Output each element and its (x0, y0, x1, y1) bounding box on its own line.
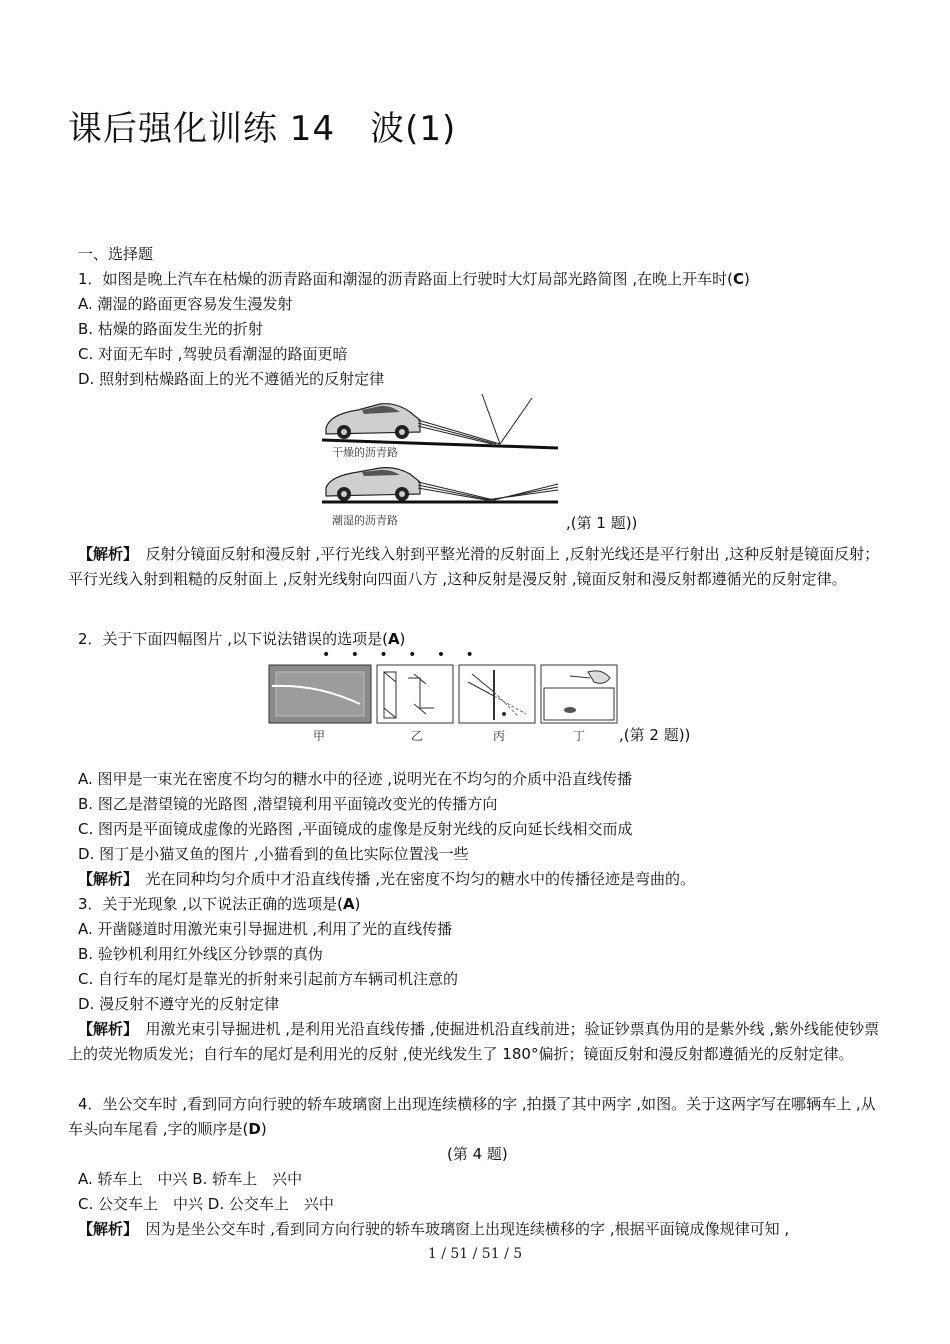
wet-road-rays (418, 482, 558, 500)
panel-ding-image (541, 665, 617, 723)
option-d: D. 图丁是小猫叉鱼的图片 ,小猫看到的鱼比实际位置浅一些 (78, 845, 469, 863)
stem-text: 2．关于下面四幅图片 ,以下说法错误的选项是( (78, 630, 388, 648)
stem-text: 3．关于光现象 ,以下说法正确的选项是( (78, 895, 343, 913)
question-1-stem (78, 267, 750, 292)
options-line-2: C. 公交车上 中兴 D. 公交车上 兴中 (78, 1195, 334, 1213)
figure-4-caption: (第 4 题) (447, 1145, 508, 1163)
question-3-stem (78, 892, 360, 917)
dry-road-rays (418, 394, 532, 444)
option-d: D. 照射到枯燥路面上的光不遵循光的反射定律 (78, 370, 385, 388)
analysis-tag: 【解析】 (78, 545, 131, 563)
figure-1-caption: ,(第 1 题)) (566, 514, 638, 532)
panel-label-yi: 乙 (411, 729, 424, 743)
answer: C (732, 270, 744, 288)
answer: D (248, 1120, 261, 1138)
page-title: 课后强化训练 14 波(1) (68, 109, 457, 149)
panel-label-ding: 丁 (573, 729, 586, 743)
option-a: A. 潮湿的路面更容易发生漫发射 (78, 295, 293, 313)
paren: ) (743, 270, 750, 288)
panel-bing-image (459, 665, 535, 723)
car-icon (326, 468, 420, 501)
panel-jia-image (269, 665, 371, 723)
option-c: C. 对面无车时 ,驾驶员看潮湿的路面更暗 (78, 345, 348, 363)
figure-2-panels (268, 664, 618, 726)
question-4-analysis (78, 1217, 789, 1242)
answer: A (342, 895, 355, 913)
option-b: B. 图乙是潜望镜的光路图 ,潜望镜利用平面镜改变光的传播方向 (78, 795, 498, 813)
panel-yi-image (377, 665, 453, 723)
wet-road-label: 潮湿的沥青路 (332, 514, 398, 527)
question-1-analysis (68, 542, 884, 592)
section-heading: 一、选择题 (78, 245, 154, 263)
analysis-text: 用激光束引导掘进机 ,是利用光沿直线传播 ,使掘进机沿直线前进；验证钞票真伪用的是紫外线 ,紫外线能使钞票上的荧光物质发光；自行车的尾灯是利用光的反射 ,使光线发生了 180°偏折；镜面反射和漫反射都遵循光的反射定律。 (68, 1020, 880, 1063)
option-c: C. 图丙是平面镜成虚像的光路图 ,平面镜成的虚像是反射光线的反向延长线相交而成 (78, 820, 633, 838)
analysis-tag: 【解析】 (78, 1220, 131, 1238)
paren: ) (354, 895, 361, 913)
question-4-stem (68, 1092, 884, 1142)
question-3-analysis (68, 1017, 884, 1067)
option-d: D. 漫反射不遵守光的反射定律 (78, 995, 280, 1013)
analysis-tag: 【解析】 (78, 870, 131, 888)
stem-text: 1．如图是晚上汽车在枯燥的沥青路面和潮湿的沥青路面上行驶时大灯局部光路简图 ,在晚上开车时( (78, 270, 733, 288)
options-line-1: A. 轿车上 中兴 B. 轿车上 兴中 (78, 1170, 303, 1188)
analysis-text: 因为是坐公交车时 ,看到同方向行驶的轿车玻璃窗上出现连续横移的字 ,根据平面镜成像规律可知 , (130, 1220, 790, 1238)
analysis-text: 光在同种均匀介质中才沿直线传播 ,光在密度不均匀的糖水中的传播径迹是弯曲的。 (130, 870, 696, 888)
figure-1-light-paths (318, 390, 566, 530)
figure-2-caption: ,(第 2 题)) (619, 726, 691, 744)
question-2-analysis (78, 867, 695, 892)
paren: ) (399, 630, 406, 648)
option-a: A. 开凿隧道时用激光束引导掘进机 ,利用了光的直线传播 (78, 920, 453, 938)
panel-label-jia: 甲 (313, 729, 326, 743)
option-b: B. 验钞机利用红外线区分钞票的真伪 (78, 945, 323, 963)
option-a: A. 图甲是一束光在密度不均匀的糖水中的径迹 ,说明光在不均匀的介质中沿直线传播 (78, 770, 633, 788)
dry-road-label: 干燥的沥青路 (332, 446, 398, 459)
car-icon (326, 404, 420, 439)
answer: A (387, 630, 400, 648)
analysis-tag: 【解析】 (78, 1020, 131, 1038)
panel-label-bing: 丙 (493, 729, 506, 743)
paren: ) (260, 1120, 267, 1138)
option-b: B. 枯燥的路面发生光的折射 (78, 320, 263, 338)
stem-text: 4．坐公交车时 ,看到同方向行驶的轿车玻璃窗上出现连续横移的字 ,拍摄了其中两字 ,如图。关于这两字写在哪辆车上 ,从车头向车尾看 ,字的顺序是( (68, 1095, 876, 1138)
analysis-text: 反射分镜面反射和漫反射 ,平行光线入射到平整光滑的反射面上 ,反射光线还是平行射出 ,这种反射是镜面反射；平行光线入射到粗糙的反射面上 ,反射光线射向四面八方 ,这种反射是漫反射 ,镜面反射和漫反射都遵循光的反射定律。 (68, 545, 880, 588)
emphasis-dots: • • • • • • (322, 647, 482, 663)
option-c: C. 自行车的尾灯是靠光的折射来引起前方车辆司机注意的 (78, 970, 459, 988)
page-number: 1 / 51 / 51 / 5 (427, 1246, 523, 1262)
